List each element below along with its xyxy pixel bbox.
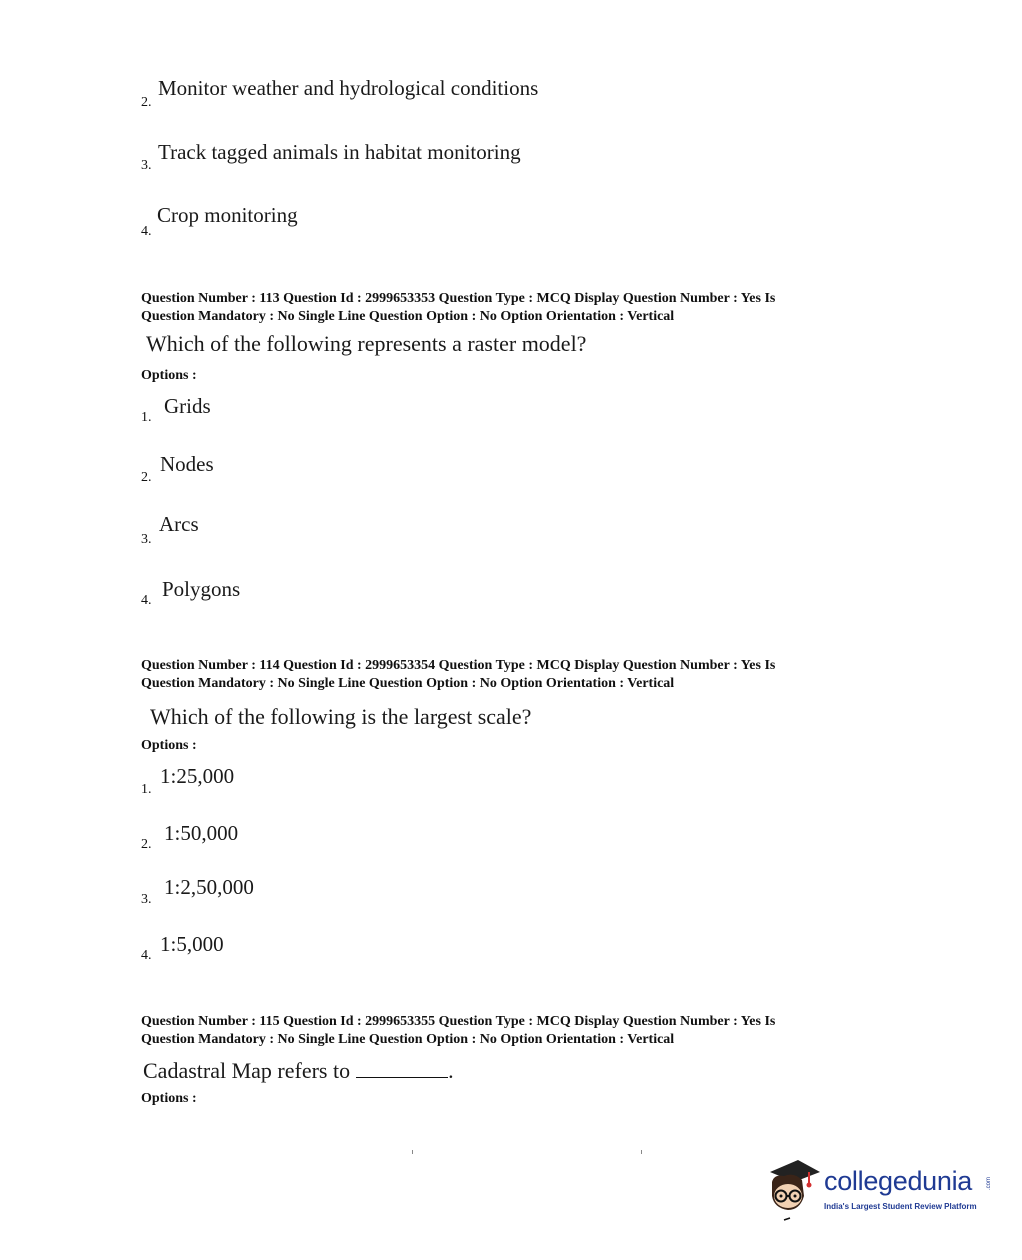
option-text: 1:25,000 bbox=[160, 764, 235, 788]
question-meta bbox=[141, 290, 861, 326]
question-text: Which of the following represents a raster model? bbox=[146, 331, 587, 356]
answer-blank bbox=[356, 1059, 448, 1078]
question-meta-line-1: Question Number : 113 Question Id : 2999653353 Question Type : MCQ Display Question Number : Yes Is bbox=[141, 291, 776, 306]
question-meta-line-1: Question Number : 115 Question Id : 2999653355 Question Type : MCQ Display Question Number : Yes Is bbox=[141, 1014, 776, 1029]
question-meta bbox=[141, 1013, 861, 1049]
question-meta bbox=[141, 657, 861, 693]
option-text: 1:5,000 bbox=[160, 932, 224, 956]
option-number: 1. bbox=[141, 782, 152, 797]
question-text bbox=[143, 1058, 454, 1084]
logo-tagline: India's Largest Student Review Platform bbox=[824, 1202, 977, 1211]
mascot-icon bbox=[764, 1152, 824, 1224]
option-text: 1:50,000 bbox=[164, 821, 239, 845]
question-text-end: . bbox=[448, 1058, 454, 1083]
option-number: 2. bbox=[141, 837, 152, 852]
option-text: 1:2,50,000 bbox=[164, 875, 254, 899]
option-text: Polygons bbox=[162, 577, 241, 601]
option-number: 1. bbox=[141, 410, 152, 425]
option-text: Arcs bbox=[159, 512, 199, 536]
collegedunia-logo bbox=[764, 1150, 994, 1225]
options-label: Options : bbox=[141, 1091, 197, 1106]
option-text: Crop monitoring bbox=[157, 203, 298, 227]
options-label: Options : bbox=[141, 368, 197, 383]
option-text: Grids bbox=[164, 394, 211, 418]
option-number: 3. bbox=[141, 532, 152, 547]
option-number: 2. bbox=[141, 95, 152, 110]
option-number: 3. bbox=[141, 892, 152, 907]
question-meta-line-2: Question Mandatory : No Single Line Question Option : No Option Orientation : Vertical bbox=[141, 309, 675, 324]
option-text: Track tagged animals in habitat monitoring bbox=[158, 140, 521, 164]
question-meta-line-2: Question Mandatory : No Single Line Question Option : No Option Orientation : Vertical bbox=[141, 676, 675, 691]
option-text: Monitor weather and hydrological conditions bbox=[158, 76, 539, 100]
question-meta-line-2: Question Mandatory : No Single Line Question Option : No Option Orientation : Vertical bbox=[141, 1032, 675, 1047]
option-number: 4. bbox=[141, 948, 152, 963]
option-text: Nodes bbox=[160, 452, 214, 476]
scan-mark bbox=[412, 1150, 413, 1154]
option-number: 2. bbox=[141, 470, 152, 485]
question-text-main: Cadastral Map refers to bbox=[143, 1058, 351, 1083]
logo-suffix: .com bbox=[986, 1176, 992, 1190]
option-number: 3. bbox=[141, 158, 152, 173]
option-number: 4. bbox=[141, 224, 152, 239]
question-text: Which of the following is the largest scale? bbox=[150, 704, 532, 729]
option-number: 4. bbox=[141, 593, 152, 608]
scan-mark bbox=[641, 1150, 642, 1154]
question-meta-line-1: Question Number : 114 Question Id : 2999653354 Question Type : MCQ Display Question Number : Yes Is bbox=[141, 658, 776, 673]
options-label: Options : bbox=[141, 738, 197, 753]
logo-wordmark: collegedunia bbox=[824, 1166, 973, 1196]
